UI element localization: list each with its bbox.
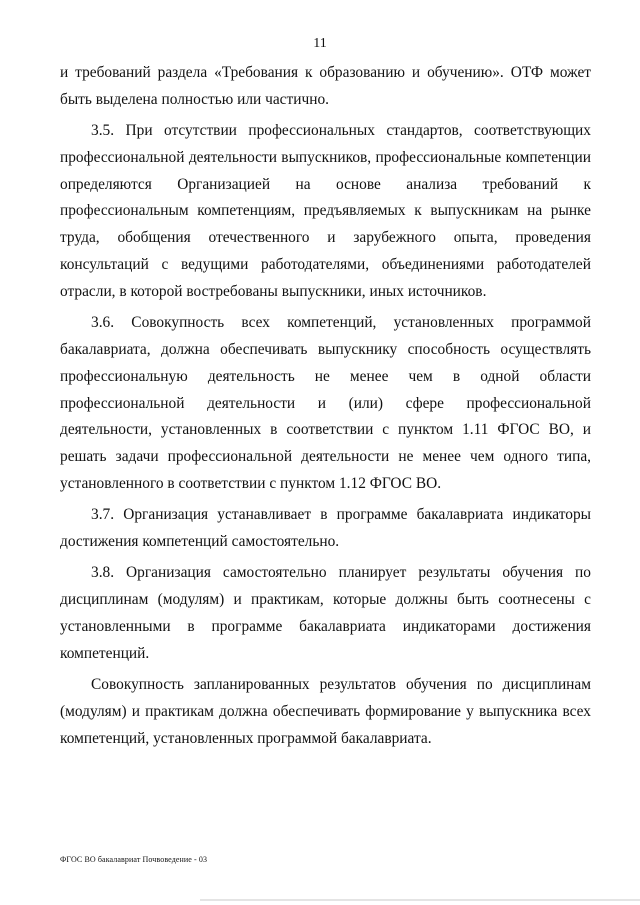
page-number: 11 (313, 36, 327, 51)
document-body (60, 60, 591, 752)
paragraph-3-6: 3.6. Совокупность всех компетенций, установленных программой бакалавриата, должна обеспечивать выпускнику способность осуществлять профессиональную деятельность не менее чем в одной области профессиональной деятельности и (или) сфере профессиональной деятельности, установленных в соответствии с пунктом 1.11 ФГОС ВО, и решать задачи профессиональной деятельности не менее чем одного типа, установленного в соответствии с пунктом 1.12 ФГОС ВО. (60, 314, 591, 492)
paragraph-3-7: 3.7. Организация устанавливает в программе бакалавриата индикаторы достижения компетенций самостоятельно. (60, 506, 591, 551)
paragraph-continuation: и требований раздела «Требования к образованию и обучению». ОТФ может быть выделена полностью или частично. (60, 64, 591, 108)
page-footer: ФГОС ВО бакалавриат Почвоведение - 03 (60, 855, 208, 864)
scan-edge-divider (200, 899, 640, 901)
paragraph-learning-outcomes: Совокупность запланированных результатов обучения по дисциплинам (модулям) и практикам должна обеспечивать формирование у выпускника всех компетенций, установленных программой бакалавриата. (60, 676, 591, 747)
paragraph-3-5: 3.5. При отсутствии профессиональных стандартов, соответствующих профессиональной деятельности выпускников, профессиональные компетенции определяются Организацией на основе анализа требований к профессиональным компетенциям, предъявляемых к выпускникам на рынке труда, обобщения отечественного и зарубежного опыта, проведения консультаций с ведущими работодателями, объединениями работодателей отрасли, в которой востребованы выпускники, иных источников. (60, 122, 591, 300)
paragraph-3-8: 3.8. Организация самостоятельно планирует результаты обучения по дисциплинам (модулям) и практикам, которые должны быть соотнесены с установленными в программе бакалавриата индикаторами достижения компетенций. (60, 564, 591, 662)
